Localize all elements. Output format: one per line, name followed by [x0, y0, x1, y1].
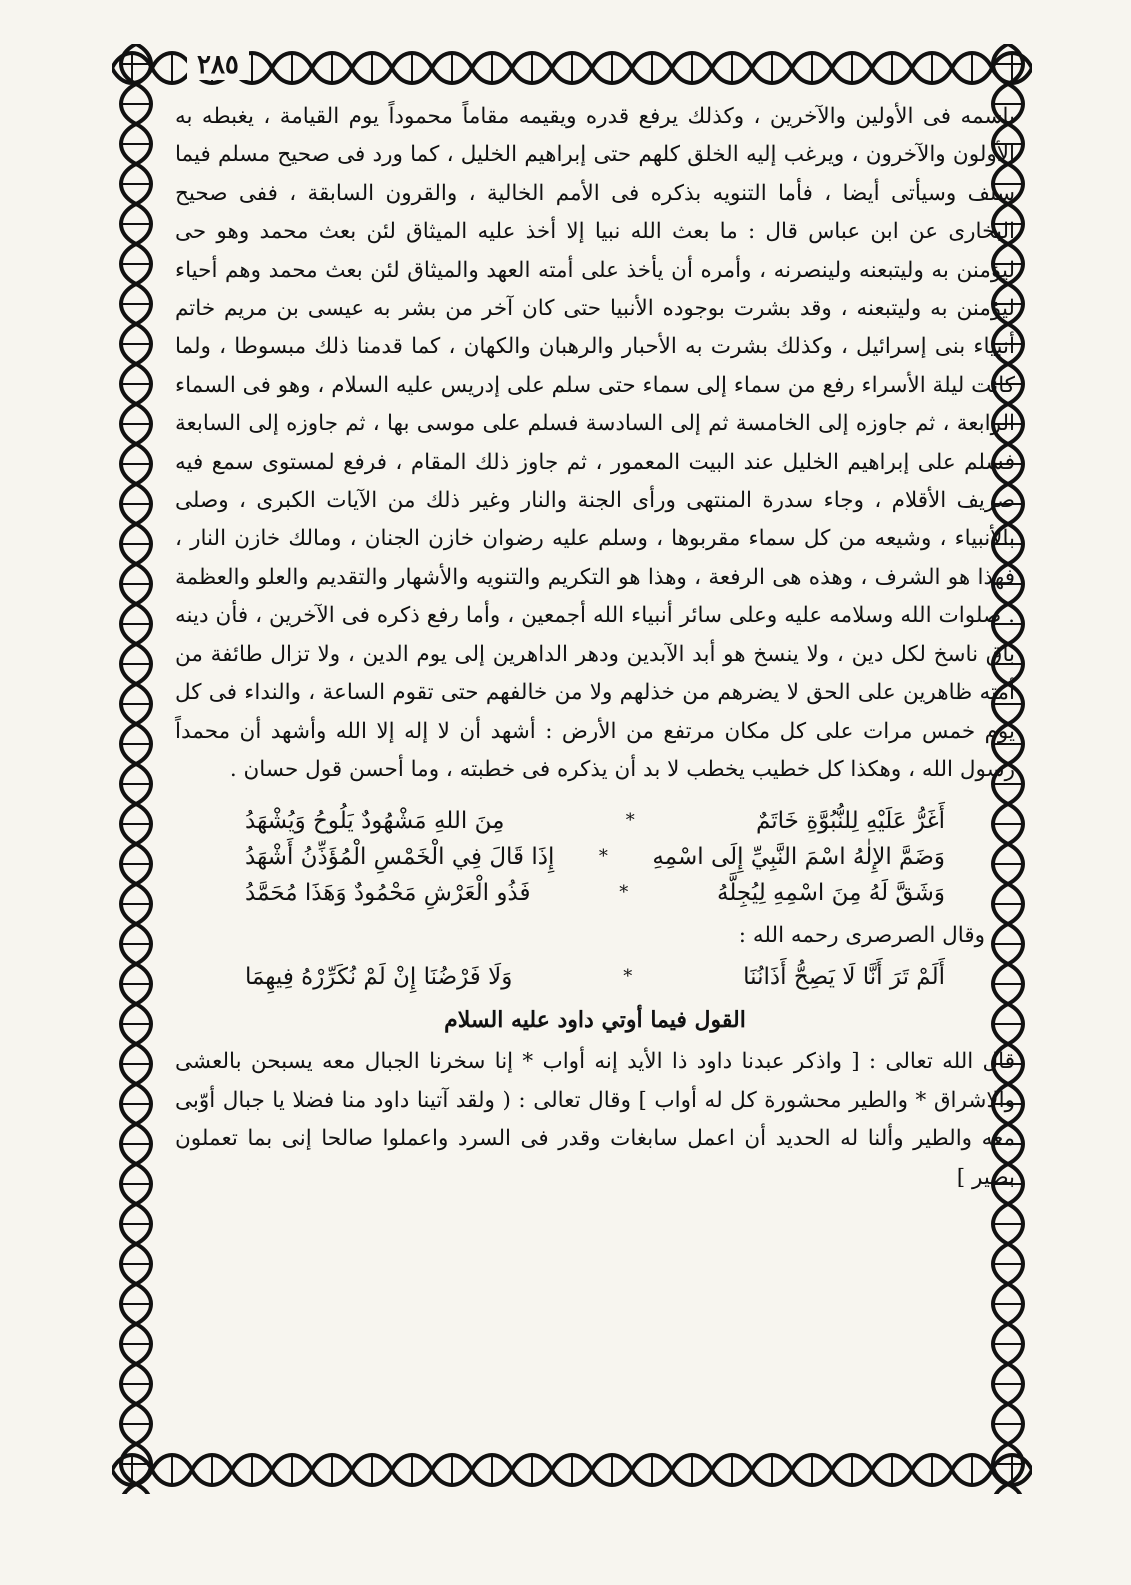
- verse-second-hemistich: وَلَا فَرْضُنَا إِنْ لَمْ نُكَرِّرْهُ فِيهِمَا: [245, 964, 513, 991]
- verse-first-hemistich: وَضَمَّ الإِلٰهُ اسْمَ النَّبِيِّ إِلَى اسْمِهِ: [652, 844, 945, 871]
- verse-separator-star: *: [619, 882, 629, 904]
- poem-verse: [245, 839, 945, 875]
- border-bottom-ornament: [112, 1446, 1032, 1494]
- main-paragraph: باسمه فى الأولين والآخرين ، وكذلك يرفع قدره ويقيمه مقاماً محموداً يوم القيامة ، يغبطه به الأولون والآخرون ، ويرغب إليه الخلق كلهم حتى إبراهيم الخليل ، كما ورد فى صحيح مسلم فيما سلف وسيأتى أيضا ، فأما التنويه بذكره فى الأمم الخالية ، والقرون السابقة ، ففى صحيح البخارى عن ابن عباس قال : ما بعث الله نبيا إلا أخذ عليه الميثاق لئن بعث محمد وهو حى ليؤمنن به وليتبعنه ولينصرنه ، وأمره أن يأخذ على أمته العهد والميثاق لئن بعث محمد وهم أحياء ليؤمنن به وليتبعنه ، وقد بشرت بوجوده الأنبيا حتى كان آخر من بشر به عيسى بن مريم خاتم أنبياء بنى إسرائيل ، وكذلك بشرت به الأحبار والرهبان والكهان ، كما قدمنا ذلك مبسوطا ، ولما كانت ليلة الأسراء رفع من سماء إلى سماء حتى سلم على إدريس عليه السلام ، وهو فى السماء الرابعة ، ثم جاوزه إلى الخامسة ثم إلى السادسة فسلم على موسى بها ، ثم جاوزه إلى السابعة فسلم على إبراهيم الخليل عند البيت المعمور ، ثم جاوز ذلك المقام ، فرفع لمستوى سمع فيه صريف الأقلام ، وجاء سدرة المنتهى ورأى الجنة والنار وغير ذلك من الآيات الكبرى ، وصلى بالأنبياء ، وشيعه من كل سماء مقربوها ، وسلم عليه رضوان خازن الجنان ، ومالك خازن النار ، فهذا هو الشرف ، وهذه هى الرفعة ، وهذا هو التكريم والتنويه والأشهار والتقديم والعلو والعظمة . صلوات الله وسلامه عليه وعلى سائر أنبياء الله أجمعين ، وأما رفع ذكره فى الآخرين ، فأن دينه باق ناسخ لكل دين ، ولا ينسخ هو أبد الآبدين ودهر الداهرين إلى يوم الدين ، ولا تزال طائفة من أمته ظاهرين على الحق لا يضرهم من خذلهم ولا من خالفهم حتى تقوم الساعة ، والنداء فى كل يوم خمس مرات على كل مكان مرتفع من الأرض : أشهد أن لا إله إلا الله وأشهد أن محمداً رسول الله ، وهكذا كل خطيب يخطب لا بد أن يذكره فى خطبته ، وما أحسن قول حسان .: [175, 104, 1015, 782]
- verse-separator-star: *: [625, 810, 635, 832]
- border-top-ornament: [112, 44, 1032, 92]
- verse-first-hemistich: أَغَرُّ عَلَيْهِ لِلنُّبُوَّةِ خَاتَمٌ: [755, 808, 945, 835]
- poem-verse: [245, 959, 945, 995]
- hassan-poem: [245, 803, 945, 911]
- sarsari-attribution: وقال الصرصرى رحمه الله :: [738, 923, 985, 949]
- quran-paragraph: قال الله تعالى : [ واذكر عبدنا داود ذا الأيد إنه أواب * إنا سخرنا الجبال معه يسبحن بالعشى والاشراق * والطير محشورة كل له أواب ] وقال تعالى : ( ولقد آتينا داود منا فضلا يا جبال أوّبى معه والطير وألنا له الحديد أن اعمل سابغات وقدر فى السرد واعملوا صالحا إنى بما تعملون بصير ]: [175, 1049, 1015, 1190]
- poem-verse: [245, 875, 945, 911]
- verse-second-hemistich: فَذُو الْعَرْشِ مَحْمُودٌ وَهَذَا مُحَمَّدُ: [245, 880, 531, 907]
- sarsari-poem: [245, 959, 945, 995]
- page-number: ٢٨٥: [187, 50, 249, 80]
- section-heading: القول فيما أوتي داود عليه السلام: [444, 1007, 746, 1034]
- verse-separator-star: *: [623, 966, 633, 988]
- border-left-ornament: [112, 44, 160, 1494]
- verse-separator-star: *: [598, 846, 608, 868]
- verse-first-hemistich: أَلَمْ تَرَ أَنَّا لَا يَصِحُّ أَذَانُنَا: [743, 964, 945, 991]
- page-content: [175, 98, 1015, 1197]
- verse-first-hemistich: وَشَقَّ لَهُ مِنَ اسْمِهِ لِيُجِلَّهُ: [716, 880, 945, 907]
- verse-second-hemistich: إِذَا قَالَ فِي الْخَمْسِ الْمُؤَذِّنُ أَشْهَدُ: [245, 844, 555, 871]
- verse-second-hemistich: مِنَ اللهِ مَشْهُودٌ يَلُوحُ وَيُشْهَدُ: [245, 808, 505, 835]
- poem-verse: [245, 803, 945, 839]
